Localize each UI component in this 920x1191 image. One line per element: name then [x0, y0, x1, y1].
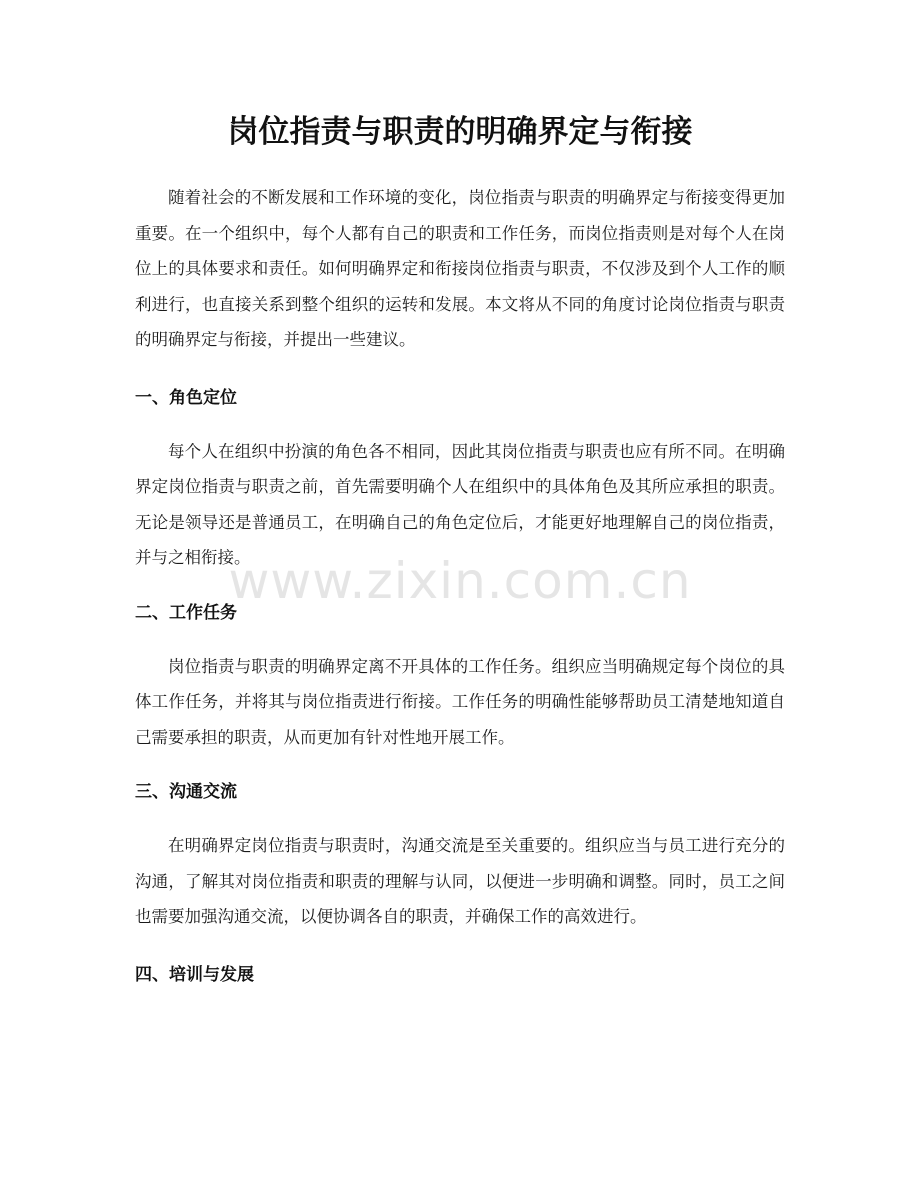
section-heading-training: 四、培训与发展 — [135, 964, 254, 985]
section-body-communication: 在明确界定岗位指责与职责时，沟通交流是至关重要的。组织应当与员工进行充分的沟通，了解其对岗位指责和职责的理解与认同，以便进一步明确和调整。同时，员工之间也需要加强沟通交流，以便协调各自的职责，并确保工作的高效进行。 — [135, 836, 785, 926]
section-heading-communication: 三、沟通交流 — [135, 782, 237, 802]
section-body-role: 每个人在组织中扮演的角色各不相同，因此其岗位指责与职责也应有所不同。在明确界定岗位指责与职责之前，首先需要明确个人在组织中的具体角色及其所应承担的职责。无论是领导还是普通员工，在明确自己的角色定位后，才能更好地理解自己的岗位指责，并与之相衔接。 — [135, 441, 785, 567]
watermark: www.zixin.com.cn — [228, 552, 692, 610]
section-heading-tasks: 二、工作任务 — [135, 602, 237, 623]
section-body-tasks: 岗位指责与职责的明确界定离不开具体的工作任务。组织应当明确规定每个岗位的具体工作任务，并将其与岗位指责进行衔接。工作任务的明确性能够帮助员工清楚地知道自己需要承担的职责，从而更加有针对性地开展工作。 — [135, 656, 785, 747]
document-title: 岗位指责与职责的明确界定与衔接 — [227, 114, 693, 150]
section-heading-role: 一、角色定位 — [135, 387, 237, 408]
intro-paragraph: 随着社会的不断发展和工作环境的变化，岗位指责与职责的明确界定与衔接变得更加重要。在一个组织中，每个人都有自己的职责和工作任务，而岗位指责则是对每个人在岗位上的具体要求和责任。如何明确界定和衔接岗位指责与职责，不仅涉及到个人工作的顺利进行，也直接关系到整个组织的运转和发展。本文将从不同的角度讨论岗位指责与职责的明确界定与衔接，并提出一些建议。 — [135, 188, 785, 349]
document-body — [135, 180, 785, 987]
